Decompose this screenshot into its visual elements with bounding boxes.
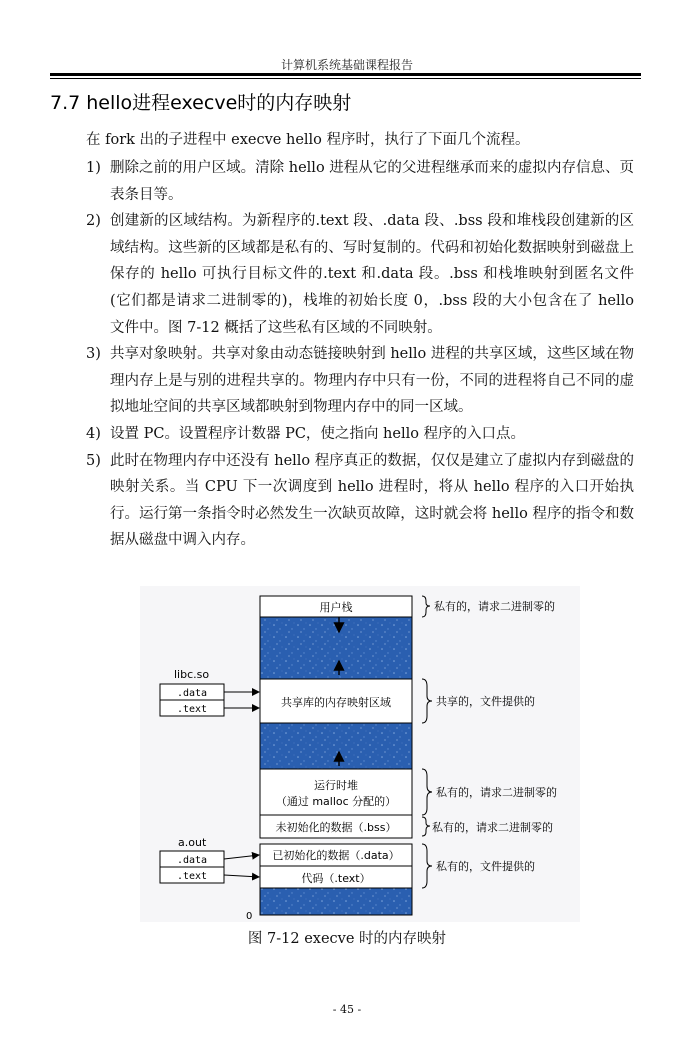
region-gap-lower xyxy=(260,723,412,769)
region-reserved xyxy=(260,888,412,915)
step-number: 4) xyxy=(86,425,101,442)
aout-label: a.out xyxy=(178,836,207,849)
page-header: 计算机系统基础课程报告 xyxy=(280,58,413,72)
aout-data-arrow xyxy=(224,855,259,859)
memory-map-figure xyxy=(140,586,580,922)
step-number: 3) xyxy=(86,346,101,363)
brace-data-text xyxy=(422,844,432,888)
brace-heap xyxy=(422,769,432,815)
step-text: 此时在物理内存中还没有 hello 程序真正的数据，仅仅是建立了虚拟内存到磁盘的映射关系。当 CPU 下一次调度到 hello 进程时，将从 hello 程序的入口开始执行。运行第一条指令时必然发生一次缺页故障，这时就会将 hello 程序的指令和数据从磁盘中调入内存。 xyxy=(110,452,634,549)
page-number: - 45 - xyxy=(332,1003,362,1016)
step-text: 创建新的区域结构。为新程序的.text 段、.data 段、.bss 段和堆栈段创建新的区域结构。这些新的区域都是私有的、写时复制的。代码和初始化数据映射到磁盘上保存的 hello 可执行目标文件的.text 和.data 段。.bss 和栈堆映射到匿名文件(它们都是请求二进制零的)，栈堆的初始长度 0，.bss 段的大小包含在了 hello 文件中。图 7-12 概括了这些私有区域的不同映射。 xyxy=(110,213,634,336)
libc-label: libc.so xyxy=(174,668,210,681)
annotation-heap: 私有的，请求二进制零的 xyxy=(436,786,557,799)
header-rule-thin xyxy=(50,78,641,79)
step-text: 设置 PC。设置程序计数器 PC，使之指向 hello 程序的入口点。 xyxy=(110,425,526,442)
step-number: 2) xyxy=(86,213,101,230)
region-heap-label-2: （通过 malloc 分配的） xyxy=(275,795,397,808)
annotation-shared-lib: 共享的，文件提供的 xyxy=(436,695,535,708)
aout-text-label: .text xyxy=(176,871,208,882)
memory-map-diagram xyxy=(140,586,580,922)
figure-caption: 图 7-12 execve 时的内存映射 xyxy=(247,931,447,947)
brace-shared-lib xyxy=(422,679,432,723)
libc-text-label: .text xyxy=(176,704,208,715)
region-heap xyxy=(260,769,412,815)
section-title: 7.7 hello进程execve时的内存映射 xyxy=(50,92,352,114)
region-shared-lib-label: 共享库的内存映射区域 xyxy=(281,696,391,709)
step-item xyxy=(86,341,634,421)
brace-bss xyxy=(422,817,430,836)
aout-text-arrow xyxy=(224,875,259,877)
step-item xyxy=(86,155,634,208)
body-text xyxy=(86,127,634,554)
address-zero-label: 0 xyxy=(246,911,253,922)
step-text: 共享对象映射。共享对象由动态链接映射到 hello 进程的共享区域，这些区域在物理内存上是与别的进程共享的。物理内存中只有一份，不同的进程将自己不同的虚拟地址空间的共享区域都映射到物理内存中的同一区域。 xyxy=(110,346,634,416)
step-number: 1) xyxy=(86,160,101,176)
brace-user-stack xyxy=(422,596,430,617)
region-text-label: 代码（.text） xyxy=(301,872,371,885)
step-item xyxy=(86,208,634,341)
step-item xyxy=(86,448,634,554)
annotation-bss: 私有的，请求二进制零的 xyxy=(432,821,553,834)
step-number: 5) xyxy=(86,452,101,469)
header-rule-thick xyxy=(50,73,641,76)
step-text: 删除之前的用户区域。清除 hello 进程从它的父进程继承而来的虚拟内存信息、页表条目等。 xyxy=(110,160,634,203)
region-heap-label-1: 运行时堆 xyxy=(314,779,358,792)
region-user-stack-label: 用户栈 xyxy=(319,601,353,614)
aout-data-label: .data xyxy=(176,855,208,866)
annotation-user-stack: 私有的，请求二进制零的 xyxy=(434,600,555,613)
region-data-label: 已初始化的数据（.data） xyxy=(272,849,400,862)
region-gap-upper xyxy=(260,617,412,679)
step-item xyxy=(86,421,634,448)
libc-data-label: .data xyxy=(176,688,208,699)
annotation-data-text: 私有的，文件提供的 xyxy=(436,860,535,873)
intro-paragraph: 在 fork 出的子进程中 execve hello 程序时，执行了下面几个流程。 xyxy=(86,132,530,148)
region-bss-label: 未初始化的数据（.bss） xyxy=(275,821,397,834)
